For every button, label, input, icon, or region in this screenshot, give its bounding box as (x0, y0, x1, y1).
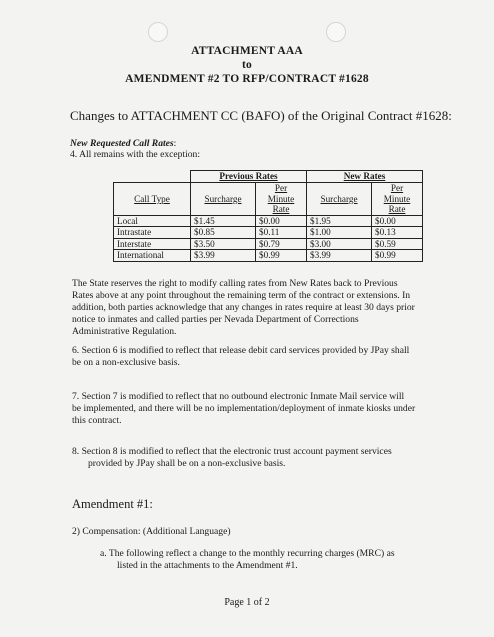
amendment-1-title: Amendment #1: (72, 497, 153, 511)
row-new-surcharge: $3.99 (307, 250, 372, 262)
page-number: Page 1 of 2 (224, 597, 270, 608)
previous-rates-header: Previous Rates (191, 171, 307, 183)
row-call-type: International (114, 250, 191, 262)
para-state-line: The State reserves the right to modify calling rates from New Rates back to Previous (72, 278, 398, 289)
punch-hole-right (326, 22, 346, 42)
new-rates-intro: 4. All remains with the exception: (70, 149, 201, 160)
para-state-line: Rates above at any point throughout the remaining term of the contract or extensions. In (72, 290, 411, 301)
rates-table (113, 170, 423, 262)
col-new-per-minute-l3: Rate (388, 204, 406, 214)
para-7-line: this contract. (72, 415, 122, 426)
table-row (114, 250, 423, 262)
para-state-line: addition, both parties acknowledge that any changes in rates require at least 30 days prior (72, 302, 415, 313)
row-prev-surcharge: $1.45 (191, 215, 256, 227)
row-new-surcharge: $1.95 (307, 215, 372, 227)
mrc-line-2: listed in the attachments to the Amendment #1. (117, 560, 298, 571)
new-rates-heading-colon: : (173, 138, 177, 149)
col-call-type: Call Type (114, 183, 191, 216)
para-state-line: notice to inmates and called parties per Nevada Department of Corrections (72, 314, 359, 325)
para-state-line: Administrative Regulation. (72, 326, 177, 337)
row-new-rate: $0.13 (372, 227, 423, 239)
row-prev-rate: $0.11 (256, 227, 307, 239)
col-new-surcharge: Surcharge (307, 183, 372, 216)
para-7-line: 7. Section 7 is modified to reflect that no outbound electronic Inmate Mail service will (72, 391, 405, 402)
para-8-line: 8. Section 8 is modified to reflect that the electronic trust account payment services (72, 446, 392, 457)
row-call-type: Intrastate (114, 227, 191, 239)
col-prev-per-minute-l3: Rate (272, 204, 290, 214)
punch-hole-left (148, 22, 168, 42)
col-prev-per-minute-l2: Minute (267, 193, 295, 204)
row-prev-surcharge: $0.85 (191, 227, 256, 239)
header-line-1: ATTACHMENT AAA (191, 45, 303, 57)
row-new-rate: $0.99 (372, 250, 423, 262)
row-new-surcharge: $3.00 (307, 238, 372, 250)
compensation-line: 2) Compensation: (Additional Language) (72, 526, 231, 537)
col-new-per-minute-l1: Per (390, 183, 404, 193)
col-new-per-minute-l2: Minute (383, 193, 411, 204)
row-prev-rate: $0.99 (256, 250, 307, 262)
header-line-3: AMENDMENT #2 TO RFP/CONTRACT #1628 (125, 73, 369, 85)
row-prev-rate: $0.79 (256, 238, 307, 250)
row-new-rate: $0.59 (372, 238, 423, 250)
header-line-2: to (242, 59, 252, 71)
table-row (114, 227, 423, 239)
row-prev-surcharge: $3.99 (191, 250, 256, 262)
table-row (114, 215, 423, 227)
para-8-line: provided by JPay shall be on a non-exclusive basis. (88, 458, 286, 469)
row-new-rate: $0.00 (372, 215, 423, 227)
col-new-per-minute (372, 183, 423, 216)
col-prev-surcharge: Surcharge (191, 183, 256, 216)
para-6-line: 6. Section 6 is modified to reflect that release debit card services provided by JPay shall (72, 345, 410, 356)
rates-table-empty-cell (114, 171, 191, 183)
row-call-type: Local (114, 215, 191, 227)
row-prev-rate: $0.00 (256, 215, 307, 227)
row-call-type: Interstate (114, 238, 191, 250)
col-prev-per-minute-l1: Per (274, 183, 288, 193)
new-rates-heading-text: New Requested Call Rates (70, 138, 174, 149)
col-prev-per-minute (256, 183, 307, 216)
row-prev-surcharge: $3.50 (191, 238, 256, 250)
mrc-line-1: a. The following reflect a change to the monthly recurring charges (MRC) as (100, 548, 395, 559)
table-row (114, 238, 423, 250)
row-new-surcharge: $1.00 (307, 227, 372, 239)
para-6-line: be on a non-exclusive basis. (72, 357, 180, 368)
rates-table-group-row (114, 171, 423, 183)
new-rates-header: New Rates (307, 171, 423, 183)
rates-table-column-row (114, 183, 423, 216)
changes-title: Changes to ATTACHMENT CC (BAFO) of the Original Contract #1628: (70, 108, 452, 123)
para-7-line: be implemented, and there will be no implementation/deployment of inmate kiosks under (72, 403, 416, 414)
